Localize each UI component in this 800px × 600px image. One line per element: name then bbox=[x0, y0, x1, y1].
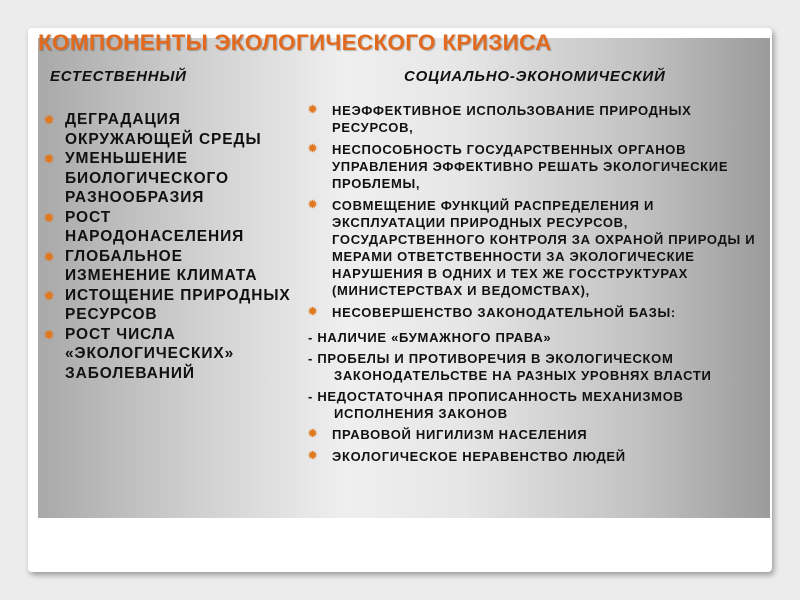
starburst-bullet-icon: ✹ bbox=[44, 210, 55, 225]
sub-item: - ПРОБЕЛЫ И ПРОТИВОРЕЧИЯ В ЭКОЛОГИЧЕСКОМ ЗАКОНОДАТЕЛЬСТВЕ НА РАЗНЫХ УРОВНЯХ ВЛАСТИ bbox=[308, 351, 712, 383]
sub-item: - НАЛИЧИЕ «БУМАЖНОГО ПРАВА» bbox=[308, 330, 552, 345]
starburst-bullet-icon: ✹ bbox=[308, 143, 318, 155]
starburst-bullet-icon: ✹ bbox=[44, 113, 55, 127]
list-item: ✹ НЕЭФФЕКТИВНОЕ ИСПОЛЬЗОВАНИЕ ПРИРОДНЫХ РЕСУРСОВ, bbox=[308, 103, 692, 135]
sub-item: - НЕДОСТАТОЧНАЯ ПРОПИСАННОСТЬ МЕХАНИЗМОВ ИСПОЛНЕНИЯ ЗАКОНОВ bbox=[308, 389, 684, 421]
natural-heading: ЕСТЕСТВЕННЫЙ bbox=[50, 68, 187, 85]
starburst-bullet-icon: ✹ bbox=[308, 450, 318, 462]
starburst-bullet-icon: ✹ bbox=[44, 249, 55, 264]
socioeconomic-heading: СОЦИАЛЬНО-ЭКОНОМИЧЕСКИЙ bbox=[404, 68, 666, 85]
starburst-bullet-icon: ✹ bbox=[44, 327, 55, 342]
list-item: ✹ СОВМЕЩЕНИЕ ФУНКЦИЙ РАСПРЕДЕЛЕНИЯ И ЭКСПЛУАТАЦИИ ПРИРОДНЫХ РЕСУРСОВ, ГОСУДАРСТВЕННОГО КОНТРОЛЯ ЗА ОХРАНОЙ ПРИРОДЫ И МЕРАМИ ОТВЕТСТВЕННОСТИ ЗА ЭКОЛОГИЧЕСКИЕ НАРУШЕНИЯ В ОДНИХ И ТЕХ ЖЕ ГОССТРУКТУРАХ (МИНИСТЕРСТВАХ И ВЕДОМСТВАХ), bbox=[308, 198, 756, 298]
starburst-bullet-icon: ✹ bbox=[44, 152, 55, 166]
slide-title: КОМПОНЕНТЫ ЭКОЛОГИЧЕСКОГО КРИЗИСА bbox=[38, 30, 552, 55]
starburst-bullet-icon: ✹ bbox=[308, 104, 318, 116]
list-item: ✹ ДЕГРАДАЦИЯ ОКРУЖАЮЩЕЙ СРЕДЫ bbox=[44, 111, 262, 148]
socioeconomic-list bbox=[306, 102, 766, 470]
list-item: ✹ НЕСОВЕРШЕНСТВО ЗАКОНОДАТЕЛЬНОЙ БАЗЫ: bbox=[308, 305, 676, 320]
list-item: ✹ РОСТ НАРОДОНАСЕЛЕНИЯ bbox=[44, 208, 245, 245]
list-item: ✹ УМЕНЬШЕНИЕ БИОЛОГИЧЕСКОГО РАЗНООБРАЗИЯ bbox=[44, 150, 229, 206]
starburst-bullet-icon: ✹ bbox=[308, 306, 318, 318]
list-item: ✹ РОСТ ЧИСЛА «ЭКОЛОГИЧЕСКИХ» ЗАБОЛЕВАНИЙ bbox=[44, 325, 235, 382]
starburst-bullet-icon: ✹ bbox=[308, 199, 318, 211]
list-item: ✹ ИСТОЩЕНИЕ ПРИРОДНЫХ РЕСУРСОВ bbox=[44, 286, 291, 323]
starburst-bullet-icon: ✹ bbox=[308, 428, 318, 440]
list-item: ✹ НЕСПОСОБНОСТЬ ГОСУДАРСТВЕННЫХ ОРГАНОВ УПРАВЛЕНИЯ ЭФФЕКТИВНО РЕШАТЬ ЭКОЛОГИЧЕСКИЕ ПРОБЛЕМЫ, bbox=[308, 142, 729, 191]
list-item: ✹ ЭКОЛОГИЧЕСКОЕ НЕРАВЕНСТВО ЛЮДЕЙ bbox=[308, 449, 626, 464]
starburst-bullet-icon: ✹ bbox=[44, 288, 55, 303]
list-item: ✹ ГЛОБАЛЬНОЕ ИЗМЕНЕНИЕ КЛИМАТА bbox=[44, 247, 258, 284]
list-item: ✹ ПРАВОВОЙ НИГИЛИЗМ НАСЕЛЕНИЯ bbox=[308, 427, 588, 442]
natural-list bbox=[44, 110, 294, 383]
